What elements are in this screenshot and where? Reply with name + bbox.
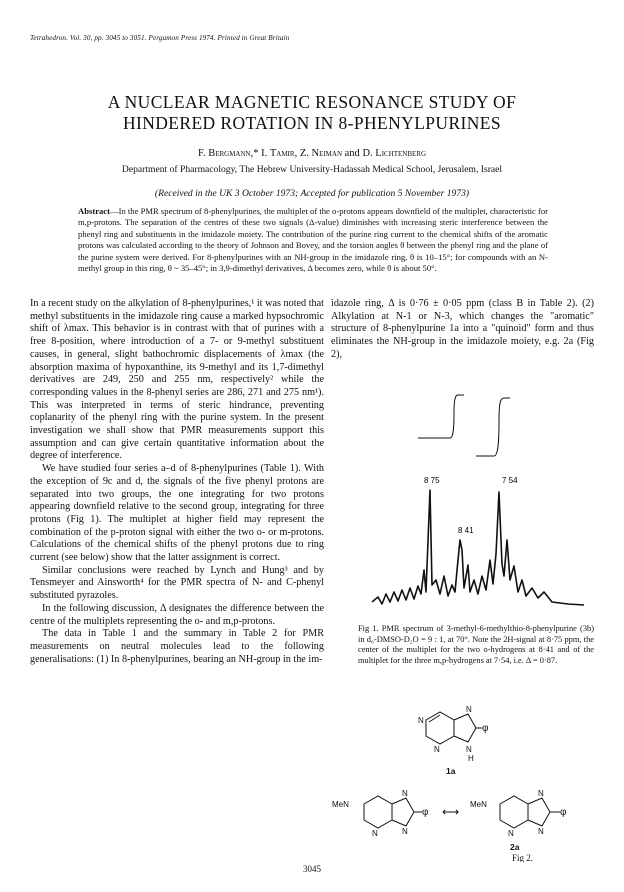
- peak-label: 7 54: [502, 476, 518, 485]
- received-dates: (Received in the UK 3 October 1973; Accepted for publication 5 November 1973): [154, 188, 470, 199]
- atom-label: N: [402, 789, 408, 798]
- atom-label: MeN: [332, 800, 349, 809]
- phenyl-symbol: φ: [422, 807, 429, 818]
- author-name: Lichtenberg: [375, 148, 427, 159]
- paragraph: Similar conclusions were reached by Lynch and Hung³ and by Tensmeyer and Ainsworth⁴ for the PMR spectra of N- and C-phenyl substituted pyrazoles.: [30, 564, 324, 602]
- abstract-label: Abstract: [78, 206, 110, 216]
- phenyl-symbol: φ: [482, 723, 489, 734]
- atom-label: N: [418, 716, 424, 725]
- structure-diagram: [330, 690, 594, 862]
- atom-label: N: [402, 827, 408, 836]
- integration-curve: [476, 398, 510, 456]
- figure-1-caption: Fig 1. PMR spectrum of 3-methyl-6-methylthio-8-phenylpurine (3b) in d₆-DMSO-D₂O = 9 : 1, at 70°. Note the 2H-signal at 8·75 ppm, the center of the multiplet for the two o-hydrogens at 8·41 and of the multiplet for the three m,p-hydrogens at 7·54, i.e. Δ = 0·87.: [358, 624, 594, 665]
- spectrum-plot: [358, 380, 594, 620]
- paragraph: The data in Table 1 and the summary in Table 2 for PMR measurements on neutral molecules lead to the following generalisations: (1) In 8-phenylpurines, bearing an NH-group in the im-: [30, 628, 324, 665]
- structure-2a-right: [500, 796, 560, 828]
- left-column: [30, 298, 324, 666]
- phenyl-symbol: φ: [560, 807, 567, 818]
- affiliation: Department of Pharmacology, The Hebrew University-Hadassah Medical School, Jerusalem, Israel: [121, 164, 503, 175]
- atom-label: N: [466, 705, 472, 714]
- author-initial: Z.: [299, 148, 312, 159]
- figure-2-structures: [330, 690, 594, 862]
- atom-label: N: [372, 829, 378, 838]
- structure-2a-left: [364, 796, 422, 828]
- author-initial: F.: [197, 148, 209, 159]
- right-column: [331, 298, 594, 362]
- author-initial: D.: [362, 148, 376, 159]
- page-number: 3045: [303, 864, 321, 874]
- atom-label: N: [434, 745, 440, 754]
- atom-label: N: [538, 789, 544, 798]
- author-name: Tamir: [269, 148, 295, 159]
- author-list: [40, 148, 584, 159]
- author-separator: and: [342, 148, 363, 159]
- compound-label-2a: 2a: [510, 842, 520, 852]
- atom-label: N: [508, 829, 514, 838]
- author-separator: ,: [294, 148, 300, 159]
- paragraph: We have studied four series a–d of 8-phenylpurines (Table 1). With the exception of 9c and d, the signals of the five phenyl protons are separated into two groups, the one integrating for two protons appearing downfield relative to the second group, integrating for three protons (Fig 1). The multiplet at higher field may represent the combination of the p-proton signal with either the two o- or m-protons. Calculations of the chemical shifts of the phenyl protons due to ring current (see below) show that the latter assignment is correct.: [30, 463, 324, 564]
- atom-label: N: [538, 827, 544, 836]
- author-initial: I.: [261, 148, 270, 159]
- figure-2-caption: Fig 2.: [512, 853, 534, 862]
- author-name: Neiman: [311, 148, 343, 159]
- compound-label-1a: 1a: [446, 766, 456, 776]
- structure-1a: [426, 712, 476, 744]
- author-name: Bergmann: [208, 148, 251, 159]
- paragraph: In a recent study on the alkylation of 8-phenylpurines,¹ it was noted that methyl substituents in the imidazole ring cause a marked hypsochromic shift of λmax. This behavior is in contrast with that of purines with a free 8-position, where introduction of a 7- or 9-methyl substituent causes, in general, slight bathochromic displacements of λmax (the absorption maxima of hypoxanthine, its 9-methyl and its 1,7-dimethyl derivatives are 249, 250 and 255 nm, respectively² while the corresponding values in the 8-phenyl series are 286, 271 and 275 nm¹). This was interpreted in terms of steric hindrance, preventing coplanarity of the phenyl ring with the purine system. In the present investigation we shall show that PMR measurements support this assumption and can give certain quantitative information about the degree of interference.: [30, 298, 324, 462]
- abstract-text: —In the PMR spectrum of 8-phenylpurines, the multiplet of the o-protons appears downfield of the multiplet, characteristic for m,p-protons. The separation of the centres of these two signals (Δ-value) diminishes with increasing steric interference between the phenyl ring and substituents in the imidazole moiety. The contribution of the purine ring current to the chemical shifts of the aromatic protons was calculated according to the theory of Johnson and Bovey, and the torsion angles θ between the phenyl ring and the plane of the purine system were derived. For 8-phenylpurines with an NH-group in the imidazole ring, θ is 10–15°; for compounds with an N-methyl group in this ring, θ ~ 35–45°; in 3,9-dimethyl derivatives, Δ becomes zero, while θ is about 50°.: [78, 206, 548, 274]
- abstract: [78, 206, 548, 274]
- peak-label: 8 41: [458, 526, 474, 535]
- atom-label: MeN: [470, 800, 487, 809]
- resonance-arrow: ⟷: [442, 805, 460, 819]
- article-title-line-2: HINDERED ROTATION IN 8-PHENYLPURINES: [122, 113, 502, 133]
- atom-label: H: [468, 754, 474, 763]
- figure-1-spectrum: [358, 380, 594, 665]
- article-title-line-1: A NUCLEAR MAGNETIC RESONANCE STUDY OF: [107, 92, 517, 112]
- spectrum-trace: [372, 490, 584, 605]
- atom-label: N: [466, 745, 472, 754]
- paragraph: idazole ring, Δ is 0·76 ± 0·05 ppm (class B in Table 2). (2) Alkylation at N-1 or N-3, which changes the "aromatic" structure of 8-phenylpurine 1a into a "quinoid" form and thus eliminates the NH-group in the imidazole moiety, e.g. 2a (Fig 2),: [331, 298, 594, 360]
- peak-label: 8 75: [424, 476, 440, 485]
- journal-header: Tetrahedron. Vol. 30, pp. 3045 to 3051. Pergamon Press 1974. Printed in Great Britain: [30, 34, 290, 42]
- paragraph: In the following discussion, Δ designates the difference between the centre of the multiplets representing the o- and m,p-protons.: [30, 602, 324, 627]
- author-separator: ,*: [250, 148, 262, 159]
- integration-curve: [418, 395, 464, 438]
